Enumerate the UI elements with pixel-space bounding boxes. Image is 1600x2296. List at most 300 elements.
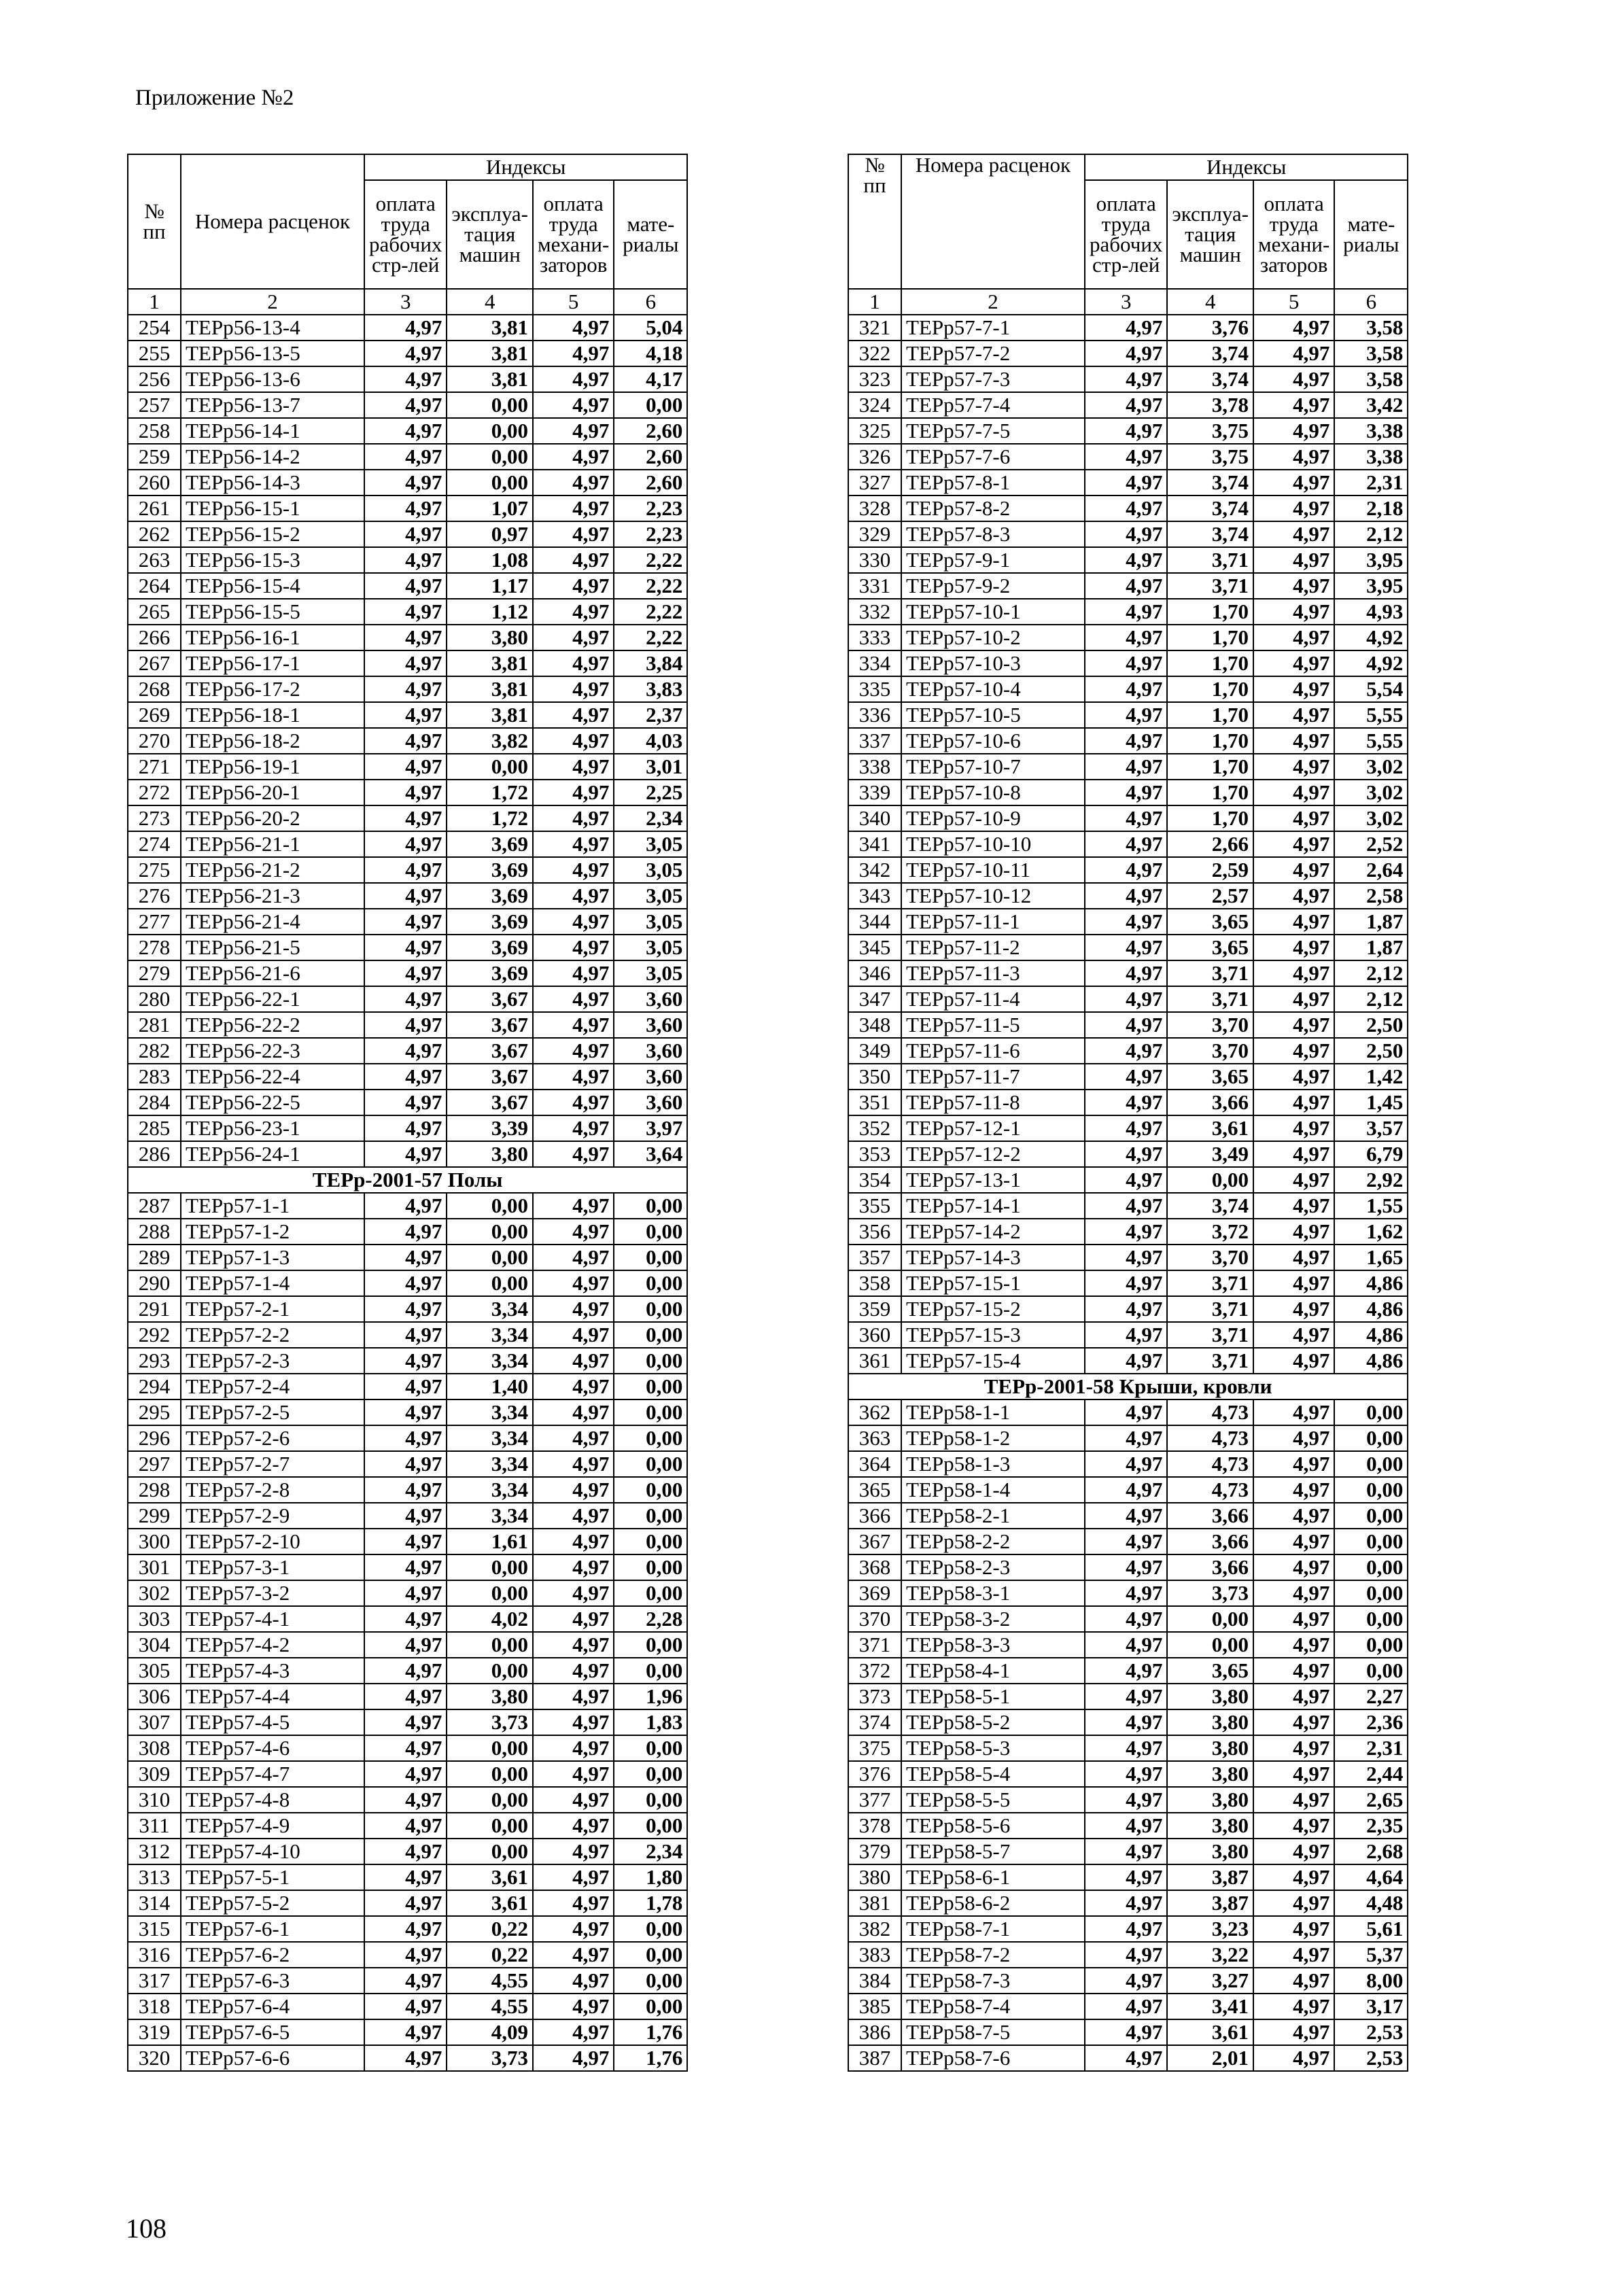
row-number: 360 <box>848 1322 901 1348</box>
rate-code: ТЕРр56-21-5 <box>181 935 364 960</box>
row-number: 367 <box>848 1529 901 1554</box>
col-header-wages: оплата труда рабочих стр-лей <box>364 180 447 289</box>
table-row <box>848 1864 1408 1890</box>
row-number: 321 <box>848 315 901 341</box>
row-number: 264 <box>128 573 181 599</box>
wages-index: 4,97 <box>1085 702 1167 728</box>
operators-index: 4,97 <box>1253 1580 1334 1606</box>
wages-index: 4,97 <box>364 1090 447 1115</box>
wages-index: 4,97 <box>364 1864 447 1890</box>
table-row <box>848 1167 1408 1193</box>
machines-index: 1,70 <box>1167 754 1253 780</box>
machines-index: 2,01 <box>1167 2045 1253 2071</box>
row-number: 312 <box>128 1839 181 1864</box>
machines-index: 4,09 <box>447 2019 533 2045</box>
operators-index: 4,97 <box>1253 392 1334 418</box>
table-row <box>848 573 1408 599</box>
operators-index: 4,97 <box>533 1632 614 1658</box>
operators-index: 4,97 <box>1253 1554 1334 1580</box>
wages-index: 4,97 <box>1085 1219 1167 1245</box>
table-row <box>128 1141 687 1167</box>
rate-code: ТЕРр57-9-1 <box>901 547 1085 573</box>
wages-index: 4,97 <box>1085 1141 1167 1167</box>
section-title: ТЕРр-2001-57 Полы <box>128 1167 687 1193</box>
rate-code: ТЕРр57-1-1 <box>181 1193 364 1219</box>
row-number: 347 <box>848 986 901 1012</box>
table-row <box>848 1554 1408 1580</box>
operators-index: 4,97 <box>1253 1684 1334 1709</box>
table-row <box>128 805 687 831</box>
wages-index: 4,97 <box>1085 444 1167 470</box>
materials-index: 1,65 <box>1334 1245 1408 1270</box>
table-row <box>128 986 687 1012</box>
rate-code: ТЕРр57-6-2 <box>181 1942 364 1968</box>
table-row <box>848 1761 1408 1787</box>
table-row <box>128 909 687 935</box>
materials-index: 4,48 <box>1334 1890 1408 1916</box>
wages-index: 4,97 <box>1085 1994 1167 2019</box>
table-row <box>128 1916 687 1942</box>
rate-code: ТЕРр56-15-4 <box>181 573 364 599</box>
materials-index: 0,00 <box>614 392 687 418</box>
row-number: 255 <box>128 341 181 366</box>
row-number: 306 <box>128 1684 181 1709</box>
materials-index: 4,18 <box>614 341 687 366</box>
rate-code: ТЕРр57-8-1 <box>901 470 1085 495</box>
table-row <box>848 1064 1408 1090</box>
rate-code: ТЕРр57-3-1 <box>181 1554 364 1580</box>
wages-index: 4,97 <box>1085 495 1167 521</box>
row-number: 358 <box>848 1270 901 1296</box>
rate-code: ТЕРр56-22-4 <box>181 1064 364 1090</box>
machines-index: 3,71 <box>1167 547 1253 573</box>
machines-index: 3,70 <box>1167 1038 1253 1064</box>
table-row <box>128 857 687 883</box>
table-row <box>848 780 1408 805</box>
table-row <box>848 2045 1408 2071</box>
materials-index: 5,55 <box>1334 702 1408 728</box>
wages-index: 4,97 <box>364 1839 447 1864</box>
column-number-row <box>848 289 1408 315</box>
wages-index: 4,97 <box>364 1503 447 1529</box>
operators-index: 4,97 <box>533 1580 614 1606</box>
machines-index: 0,00 <box>447 418 533 444</box>
operators-index: 4,97 <box>533 909 614 935</box>
materials-index: 2,22 <box>614 573 687 599</box>
rate-code: ТЕРр56-20-2 <box>181 805 364 831</box>
operators-index: 4,97 <box>533 1839 614 1864</box>
operators-index: 4,97 <box>1253 1632 1334 1658</box>
row-number: 357 <box>848 1245 901 1270</box>
rate-code: ТЕРр57-15-4 <box>901 1348 1085 1374</box>
materials-index: 2,22 <box>614 599 687 625</box>
operators-index: 4,97 <box>533 1451 614 1477</box>
operators-index: 4,97 <box>533 1658 614 1684</box>
rate-code: ТЕРр56-20-1 <box>181 780 364 805</box>
col-header-materials: мате-риалы <box>1334 180 1408 289</box>
row-number: 287 <box>128 1193 181 1219</box>
wages-index: 4,97 <box>364 1064 447 1090</box>
table-row <box>128 1296 687 1322</box>
materials-index: 0,00 <box>614 1219 687 1245</box>
row-number: 301 <box>128 1554 181 1580</box>
machines-index: 3,80 <box>1167 1761 1253 1787</box>
machines-index: 3,74 <box>1167 1193 1253 1219</box>
materials-index: 4,92 <box>1334 625 1408 650</box>
table-row <box>848 702 1408 728</box>
wages-index: 4,97 <box>364 780 447 805</box>
machines-index: 0,00 <box>447 1219 533 1245</box>
materials-index: 2,18 <box>1334 495 1408 521</box>
rate-code: ТЕРр57-4-7 <box>181 1761 364 1787</box>
operators-index: 4,97 <box>1253 1038 1334 1064</box>
table-row <box>128 1090 687 1115</box>
materials-index: 1,55 <box>1334 1193 1408 1219</box>
wages-index: 4,97 <box>364 392 447 418</box>
materials-index: 0,00 <box>614 1968 687 1994</box>
machines-index: 0,00 <box>447 470 533 495</box>
row-number: 384 <box>848 1968 901 1994</box>
column-number: 4 <box>1167 289 1253 315</box>
rate-code: ТЕРр57-10-12 <box>901 883 1085 909</box>
machines-index: 3,69 <box>447 883 533 909</box>
table-row <box>128 1787 687 1813</box>
wages-index: 4,97 <box>364 495 447 521</box>
rate-code: ТЕРр58-7-1 <box>901 1916 1085 1942</box>
machines-index: 4,73 <box>1167 1399 1253 1425</box>
materials-index: 2,22 <box>614 547 687 573</box>
operators-index: 4,97 <box>1253 805 1334 831</box>
materials-index: 2,68 <box>1334 1839 1408 1864</box>
operators-index: 4,97 <box>533 1219 614 1245</box>
machines-index: 3,72 <box>1167 1219 1253 1245</box>
rate-code: ТЕРр57-6-4 <box>181 1994 364 2019</box>
rate-code: ТЕРр58-7-3 <box>901 1968 1085 1994</box>
operators-index: 4,97 <box>533 1348 614 1374</box>
materials-index: 0,00 <box>614 1425 687 1451</box>
table-row <box>128 1709 687 1735</box>
machines-index: 3,61 <box>447 1864 533 1890</box>
rate-code: ТЕРр57-6-5 <box>181 2019 364 2045</box>
rate-code: ТЕРр57-4-9 <box>181 1813 364 1839</box>
materials-index: 2,52 <box>1334 831 1408 857</box>
machines-index: 3,65 <box>1167 1658 1253 1684</box>
machines-index: 3,49 <box>1167 1141 1253 1167</box>
table-row <box>848 392 1408 418</box>
wages-index: 4,97 <box>1085 1477 1167 1503</box>
machines-index: 0,00 <box>447 444 533 470</box>
col-header-operators: оплата труда механи-заторов <box>533 180 614 289</box>
wages-index: 4,97 <box>1085 935 1167 960</box>
materials-index: 0,00 <box>1334 1399 1408 1425</box>
rate-code: ТЕРр57-4-8 <box>181 1787 364 1813</box>
row-number: 320 <box>128 2045 181 2071</box>
row-number: 336 <box>848 702 901 728</box>
row-number: 385 <box>848 1994 901 2019</box>
machines-index: 3,34 <box>447 1296 533 1322</box>
row-number: 372 <box>848 1658 901 1684</box>
table-row <box>128 1839 687 1864</box>
operators-index: 4,97 <box>533 1968 614 1994</box>
operators-index: 4,97 <box>1253 1090 1334 1115</box>
rate-code: ТЕРр56-13-6 <box>181 366 364 392</box>
row-number: 284 <box>128 1090 181 1115</box>
rate-code: ТЕРр56-17-2 <box>181 676 364 702</box>
operators-index: 4,97 <box>1253 1296 1334 1322</box>
machines-index: 3,80 <box>1167 1709 1253 1735</box>
materials-index: 2,25 <box>614 780 687 805</box>
operators-index: 4,97 <box>533 341 614 366</box>
rate-code: ТЕРр58-5-2 <box>901 1709 1085 1735</box>
col-header-group: Индексы <box>364 154 687 180</box>
wages-index: 4,97 <box>1085 392 1167 418</box>
table-row <box>848 1115 1408 1141</box>
machines-index: 3,67 <box>447 1064 533 1090</box>
wages-index: 4,97 <box>1085 1451 1167 1477</box>
wages-index: 4,97 <box>1085 1916 1167 1942</box>
rate-code: ТЕРр58-2-1 <box>901 1503 1085 1529</box>
rate-code: ТЕРр56-21-6 <box>181 960 364 986</box>
operators-index: 4,97 <box>533 883 614 909</box>
operators-index: 4,97 <box>533 1245 614 1270</box>
wages-index: 4,97 <box>1085 676 1167 702</box>
operators-index: 4,97 <box>1253 1890 1334 1916</box>
rate-code: ТЕРр57-10-4 <box>901 676 1085 702</box>
row-number: 343 <box>848 883 901 909</box>
machines-index: 3,81 <box>447 702 533 728</box>
machines-index: 2,57 <box>1167 883 1253 909</box>
rate-code: ТЕРр57-4-4 <box>181 1684 364 1709</box>
operators-index: 4,97 <box>1253 1916 1334 1942</box>
machines-index: 1,70 <box>1167 625 1253 650</box>
wages-index: 4,97 <box>364 573 447 599</box>
machines-index: 3,65 <box>1167 1064 1253 1090</box>
row-number: 345 <box>848 935 901 960</box>
wages-index: 4,97 <box>364 1684 447 1709</box>
row-number: 313 <box>128 1864 181 1890</box>
machines-index: 3,34 <box>447 1451 533 1477</box>
rate-code: ТЕРр57-7-6 <box>901 444 1085 470</box>
row-number: 329 <box>848 521 901 547</box>
rate-code: ТЕРр56-22-5 <box>181 1090 364 1115</box>
operators-index: 4,97 <box>533 1374 614 1399</box>
wages-index: 4,97 <box>364 1219 447 1245</box>
wages-index: 4,97 <box>1085 986 1167 1012</box>
table-row <box>848 805 1408 831</box>
table-row <box>848 1529 1408 1554</box>
machines-index: 1,70 <box>1167 728 1253 754</box>
operators-index: 4,97 <box>1253 1503 1334 1529</box>
row-number: 289 <box>128 1245 181 1270</box>
row-number: 373 <box>848 1684 901 1709</box>
rate-code: ТЕРр58-5-6 <box>901 1813 1085 1839</box>
operators-index: 4,97 <box>1253 1529 1334 1554</box>
operators-index: 4,97 <box>1253 1942 1334 1968</box>
operators-index: 4,97 <box>533 1115 614 1141</box>
machines-index: 3,81 <box>447 676 533 702</box>
machines-index: 4,73 <box>1167 1477 1253 1503</box>
table-row <box>128 418 687 444</box>
table-row <box>128 2019 687 2045</box>
machines-index: 3,61 <box>1167 1115 1253 1141</box>
machines-index: 3,71 <box>1167 986 1253 1012</box>
wages-index: 4,97 <box>364 315 447 341</box>
machines-index: 1,61 <box>447 1529 533 1554</box>
machines-index: 3,80 <box>1167 1684 1253 1709</box>
operators-index: 4,97 <box>1253 883 1334 909</box>
col-header-materials: мате-риалы <box>614 180 687 289</box>
row-number: 286 <box>128 1141 181 1167</box>
operators-index: 4,97 <box>533 1942 614 1968</box>
row-number: 386 <box>848 2019 901 2045</box>
wages-index: 4,97 <box>1085 1348 1167 1374</box>
machines-index: 3,74 <box>1167 341 1253 366</box>
materials-index: 0,00 <box>614 1374 687 1399</box>
materials-index: 0,00 <box>614 1270 687 1296</box>
row-number: 309 <box>128 1761 181 1787</box>
row-number: 270 <box>128 728 181 754</box>
row-number: 271 <box>128 754 181 780</box>
col-header-wages: оплата труда рабочих стр-лей <box>1085 180 1167 289</box>
operators-index: 4,97 <box>533 1425 614 1451</box>
row-number: 346 <box>848 960 901 986</box>
rate-code: ТЕРр56-21-2 <box>181 857 364 883</box>
wages-index: 4,97 <box>364 883 447 909</box>
row-number: 318 <box>128 1994 181 2019</box>
row-number: 379 <box>848 1839 901 1864</box>
wages-index: 4,97 <box>1085 1270 1167 1296</box>
materials-index: 2,44 <box>1334 1761 1408 1787</box>
table-row <box>128 1245 687 1270</box>
materials-index: 5,55 <box>1334 728 1408 754</box>
row-number: 297 <box>128 1451 181 1477</box>
materials-index: 3,83 <box>614 676 687 702</box>
rate-code: ТЕРр57-11-4 <box>901 986 1085 1012</box>
wages-index: 4,97 <box>1085 1787 1167 1813</box>
operators-index: 4,97 <box>533 1193 614 1219</box>
materials-index: 3,57 <box>1334 1115 1408 1141</box>
table-row <box>128 1399 687 1425</box>
operators-index: 4,97 <box>1253 1322 1334 1348</box>
machines-index: 0,00 <box>447 1658 533 1684</box>
rate-code: ТЕРр56-14-2 <box>181 444 364 470</box>
operators-index: 4,97 <box>533 315 614 341</box>
table-row <box>128 831 687 857</box>
rate-code: ТЕРр57-11-1 <box>901 909 1085 935</box>
machines-index: 3,34 <box>447 1348 533 1374</box>
row-number: 300 <box>128 1529 181 1554</box>
rate-code: ТЕРр58-2-3 <box>901 1554 1085 1580</box>
row-number: 383 <box>848 1942 901 1968</box>
rate-code: ТЕРр58-7-4 <box>901 1994 1085 2019</box>
wages-index: 4,97 <box>1085 1864 1167 1890</box>
row-number: 334 <box>848 650 901 676</box>
materials-index: 2,23 <box>614 495 687 521</box>
materials-index: 3,58 <box>1334 366 1408 392</box>
rate-code: ТЕРр57-2-1 <box>181 1296 364 1322</box>
table-row <box>128 2045 687 2071</box>
materials-index: 3,38 <box>1334 444 1408 470</box>
materials-index: 2,50 <box>1334 1038 1408 1064</box>
row-number: 281 <box>128 1012 181 1038</box>
operators-index: 4,97 <box>1253 754 1334 780</box>
operators-index: 4,97 <box>533 986 614 1012</box>
machines-index: 3,70 <box>1167 1245 1253 1270</box>
machines-index: 3,80 <box>1167 1735 1253 1761</box>
table-row <box>128 1968 687 1994</box>
wages-index: 4,97 <box>1085 1322 1167 1348</box>
table-row <box>128 1580 687 1606</box>
table-row <box>128 1554 687 1580</box>
rate-code: ТЕРр57-10-9 <box>901 805 1085 831</box>
materials-index: 2,58 <box>1334 883 1408 909</box>
rate-code: ТЕРр56-21-4 <box>181 909 364 935</box>
wages-index: 4,97 <box>364 702 447 728</box>
materials-index: 2,53 <box>1334 2019 1408 2045</box>
row-number: 259 <box>128 444 181 470</box>
materials-index: 3,60 <box>614 1012 687 1038</box>
wages-index: 4,97 <box>364 1580 447 1606</box>
row-number: 317 <box>128 1968 181 1994</box>
rate-code: ТЕРр56-19-1 <box>181 754 364 780</box>
rate-code: ТЕРр57-4-6 <box>181 1735 364 1761</box>
wages-index: 4,97 <box>1085 521 1167 547</box>
table-row <box>128 573 687 599</box>
operators-index: 4,97 <box>1253 1451 1334 1477</box>
wages-index: 4,97 <box>364 1012 447 1038</box>
machines-index: 3,73 <box>447 2045 533 2071</box>
table-row <box>848 315 1408 341</box>
row-number: 370 <box>848 1606 901 1632</box>
wages-index: 4,97 <box>364 1916 447 1942</box>
materials-index: 1,78 <box>614 1890 687 1916</box>
rate-code: ТЕРр57-2-8 <box>181 1477 364 1503</box>
rate-code: ТЕРр57-8-2 <box>901 495 1085 521</box>
materials-index: 0,00 <box>614 1813 687 1839</box>
materials-index: 2,64 <box>1334 857 1408 883</box>
materials-index: 0,00 <box>614 1399 687 1425</box>
row-number: 375 <box>848 1735 901 1761</box>
table-row <box>128 1374 687 1399</box>
machines-index: 3,22 <box>1167 1942 1253 1968</box>
table-row <box>848 1296 1408 1322</box>
table-row <box>848 1968 1408 1994</box>
machines-index: 3,80 <box>447 1684 533 1709</box>
wages-index: 4,97 <box>364 1529 447 1554</box>
row-number: 257 <box>128 392 181 418</box>
rate-code: ТЕРр58-3-3 <box>901 1632 1085 1658</box>
row-number: 381 <box>848 1890 901 1916</box>
materials-index: 1,87 <box>1334 935 1408 960</box>
operators-index: 4,97 <box>1253 521 1334 547</box>
rate-code: ТЕРр57-10-10 <box>901 831 1085 857</box>
wages-index: 4,97 <box>1085 1425 1167 1451</box>
materials-index: 3,60 <box>614 986 687 1012</box>
machines-index: 3,66 <box>1167 1529 1253 1554</box>
table-row <box>848 521 1408 547</box>
wages-index: 4,97 <box>364 650 447 676</box>
table-row <box>848 1141 1408 1167</box>
wages-index: 4,97 <box>364 1322 447 1348</box>
operators-index: 4,97 <box>533 1709 614 1735</box>
wages-index: 4,97 <box>1085 1839 1167 1864</box>
row-number: 274 <box>128 831 181 857</box>
table-row <box>848 1451 1408 1477</box>
wages-index: 4,97 <box>364 728 447 754</box>
table-row <box>128 1658 687 1684</box>
operators-index: 4,97 <box>533 1761 614 1787</box>
operators-index: 4,97 <box>533 547 614 573</box>
